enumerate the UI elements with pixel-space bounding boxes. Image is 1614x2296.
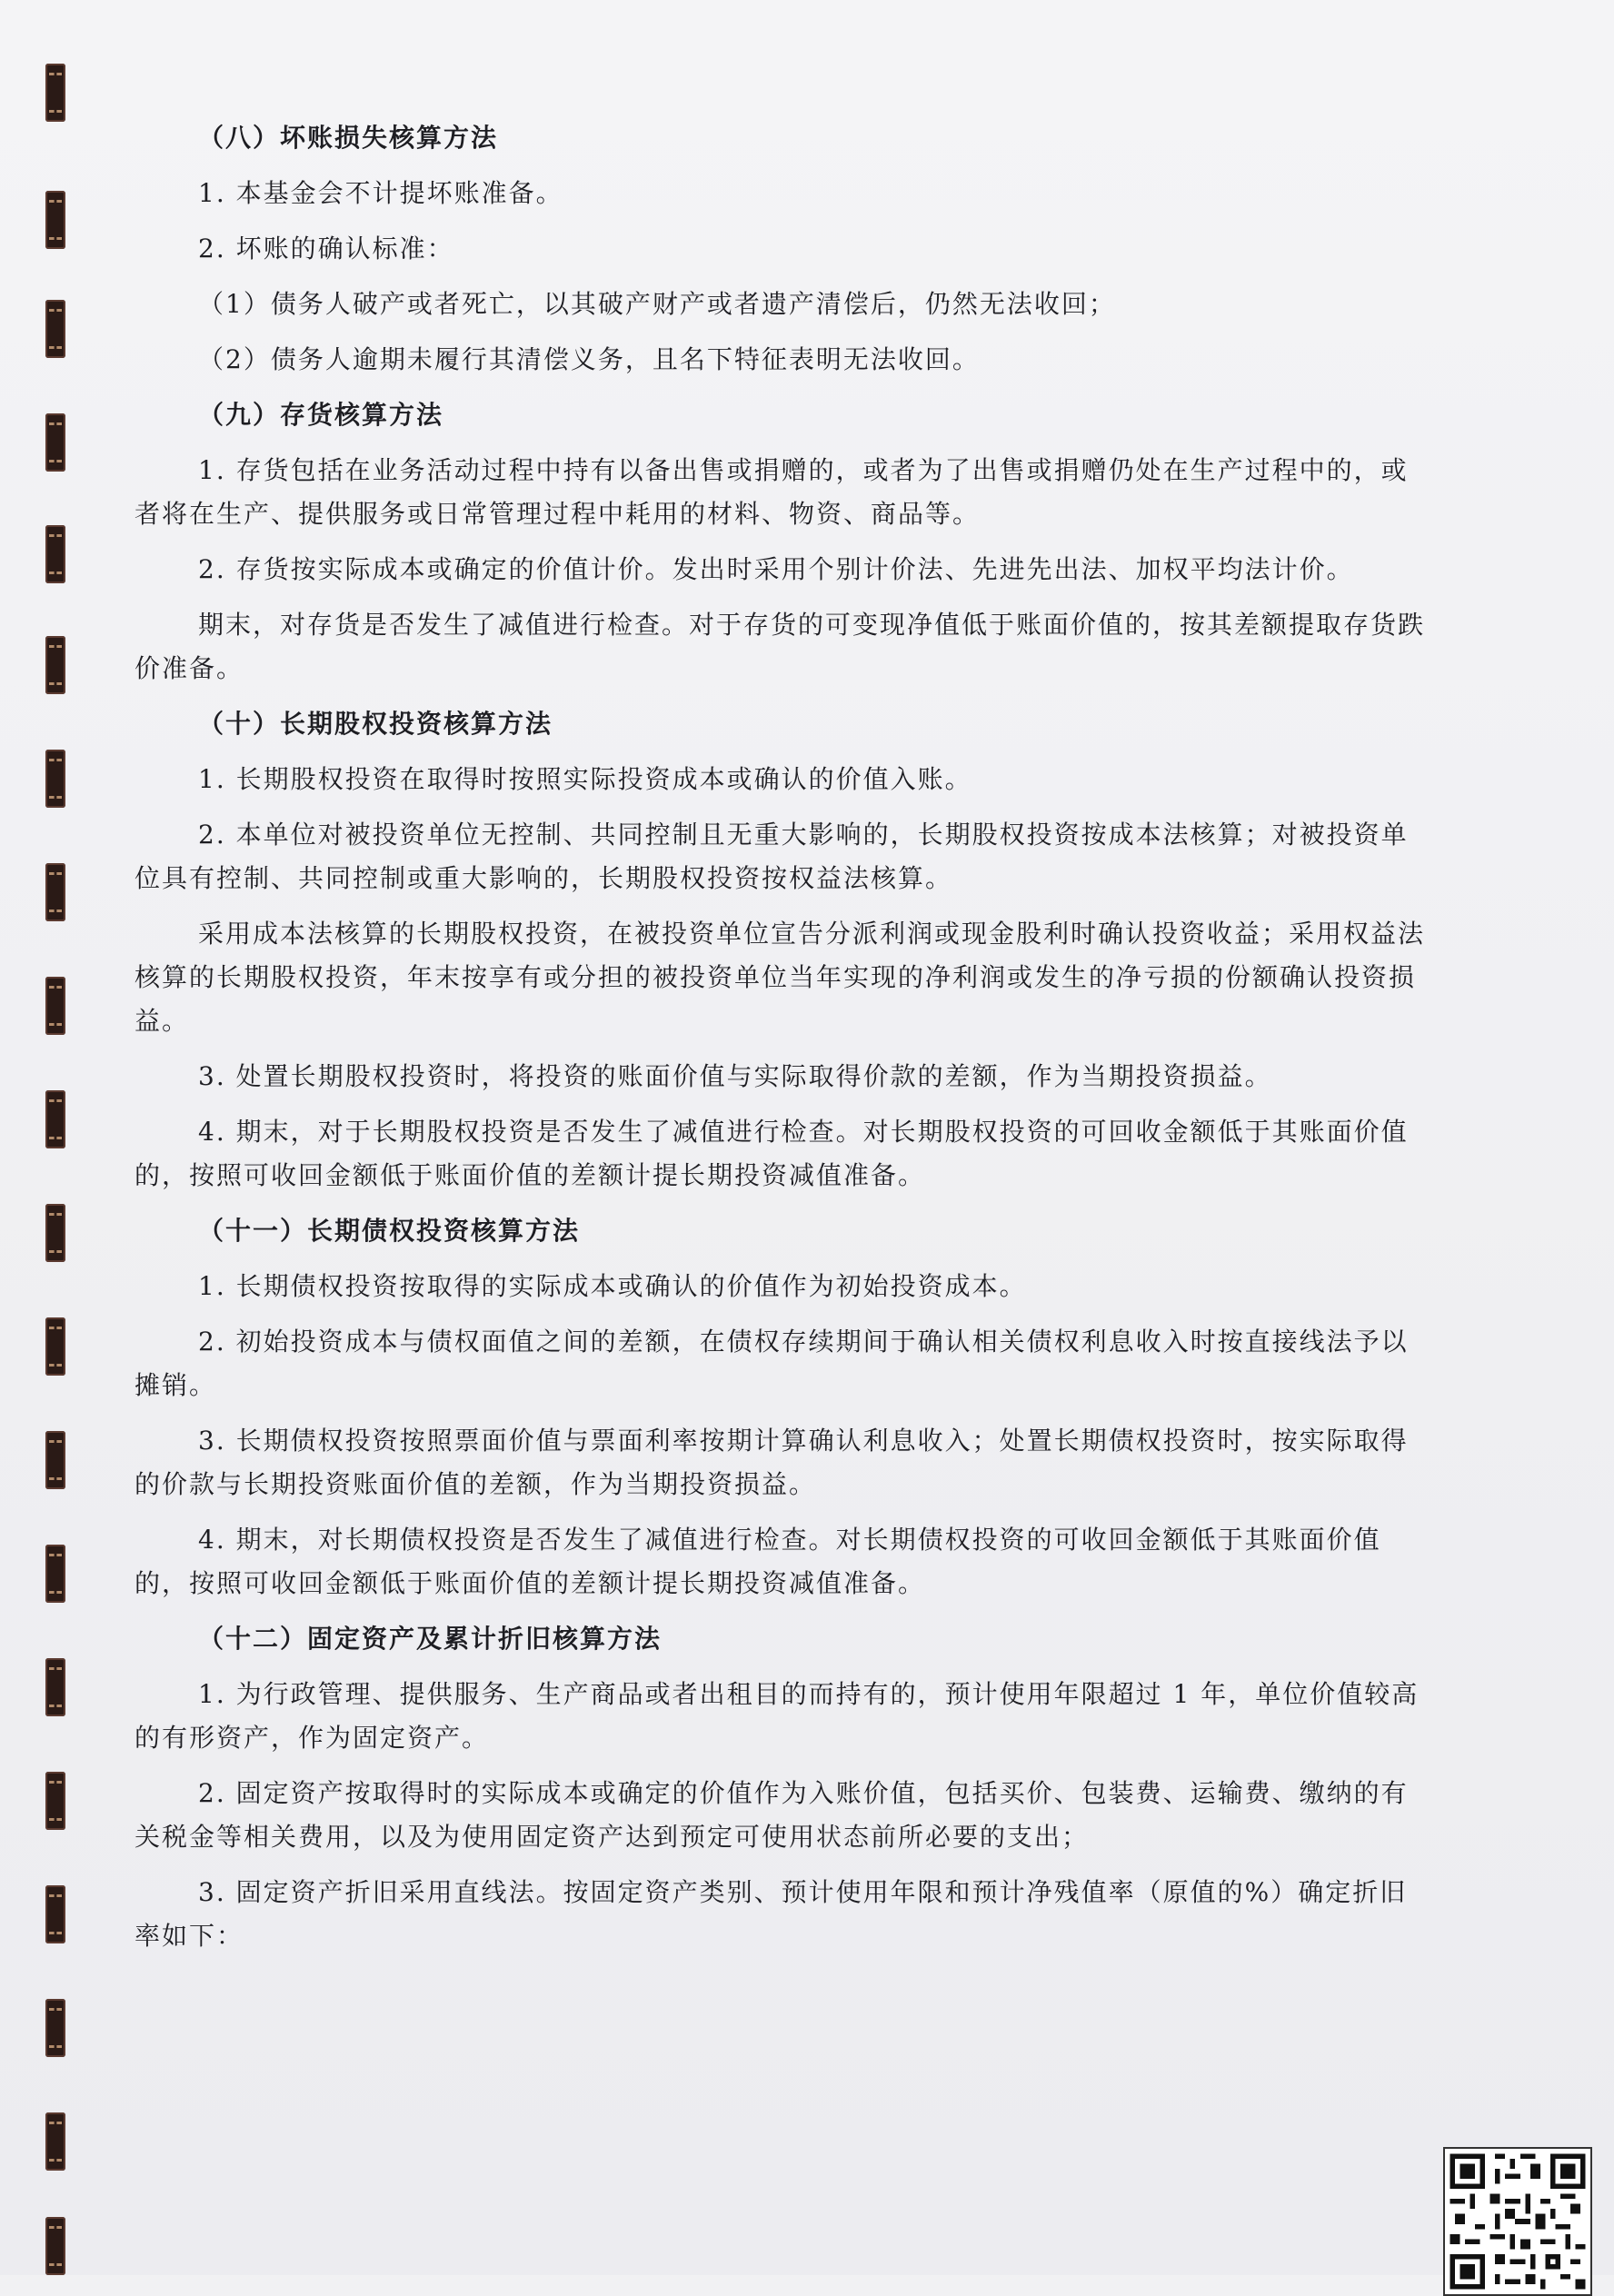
paragraph: 1. 本基金会不计提坏账准备。 <box>198 178 563 208</box>
section-heading: （八）坏账损失核算方法 <box>198 123 499 153</box>
paragraph: 采用成本法核算的长期股权投资，在被投资单位宣告分派利润或现金股利时确认投资收益；采用权益法核算的长期股权投资，年末按享有或分担的被投资单位当年实现的净利润或发生的净亏损的份额确认投资损益。 <box>134 919 1426 1036</box>
paragraph: 4. 期末，对于长期股权投资是否发生了减值进行检查。对长期股权投资的可回收金额低于其账面价值的，按照可收回金额低于账面价值的差额计提长期投资减值准备。 <box>134 1117 1409 1190</box>
binding-hole <box>45 977 65 1035</box>
section-heading: （十一）长期债权投资核算方法 <box>198 1216 581 1246</box>
qr-code <box>1443 2147 1592 2296</box>
binding-hole <box>45 1772 65 1830</box>
section-heading: （九）存货核算方法 <box>198 400 444 430</box>
binding-hole <box>45 2112 65 2171</box>
binding-hole <box>45 2217 65 2275</box>
section-heading: （十二）固定资产及累计折旧核算方法 <box>198 1624 663 1654</box>
binding-hole <box>45 750 65 808</box>
document-body <box>134 116 1434 1970</box>
section-heading: （十）长期股权投资核算方法 <box>198 709 553 739</box>
binding-hole <box>45 636 65 694</box>
binding-hole <box>45 1204 65 1262</box>
paragraph: 1. 为行政管理、提供服务、生产商品或者出租目的而持有的，预计使用年限超过 1 年，单位价值较高的有形资产，作为固定资产。 <box>134 1679 1420 1753</box>
paragraph: 3. 处置长期股权投资时，将投资的账面价值与实际取得价款的差额，作为当期投资损益。 <box>198 1061 1272 1091</box>
paragraph: 1. 存货包括在业务活动过程中持有以备出售或捐赠的，或者为了出售或捐赠仍处在生产过程中的，或者将在生产、提供服务或日常管理过程中耗用的材料、物资、商品等。 <box>134 455 1409 529</box>
paragraph: 2. 坏账的确认标准： <box>198 234 454 263</box>
binding-holes <box>45 0 67 2275</box>
paragraph: （2）债务人逾期未履行其清偿义务，且名下特征表明无法收回。 <box>198 344 980 374</box>
binding-hole <box>45 1999 65 2057</box>
paragraph: 期末，对存货是否发生了减值进行检查。对于存货的可变现净值低于账面价值的，按其差额提取存货跌价准备。 <box>134 610 1426 683</box>
binding-hole <box>45 64 65 122</box>
binding-hole <box>45 525 65 583</box>
qr-code-icon <box>1445 2149 1590 2294</box>
paragraph: 3. 长期债权投资按照票面价值与票面利率按期计算确认利息收入；处置长期债权投资时，按实际取得的价款与长期投资账面价值的差额，作为当期投资损益。 <box>134 1426 1409 1499</box>
binding-hole <box>45 1431 65 1489</box>
binding-hole <box>45 1885 65 1943</box>
paragraph: 1. 长期债权投资按取得的实际成本或确认的价值作为初始投资成本。 <box>198 1271 1027 1301</box>
paragraph: 2. 本单位对被投资单位无控制、共同控制且无重大影响的，长期股权投资按成本法核算；对被投资单位具有控制、共同控制或重大影响的，长期股权投资按权益法核算。 <box>134 820 1409 893</box>
binding-hole <box>45 300 65 358</box>
binding-hole <box>45 863 65 921</box>
paragraph: 2. 存货按实际成本或确定的价值计价。发出时采用个别计价法、先进先出法、加权平均法计价。 <box>198 554 1354 584</box>
paragraph: 2. 固定资产按取得时的实际成本或确定的价值作为入账价值，包括买价、包装费、运输费、缴纳的有关税金等相关费用，以及为使用固定资产达到预定可使用状态前所必要的支出； <box>134 1778 1409 1852</box>
paragraph: 4. 期末，对长期债权投资是否发生了减值进行检查。对长期债权投资的可收回金额低于其账面价值的，按照可收回金额低于账面价值的差额计提长期投资减值准备。 <box>134 1525 1381 1598</box>
binding-hole <box>45 1545 65 1603</box>
binding-hole <box>45 1090 65 1148</box>
paragraph: 2. 初始投资成本与债权面值之间的差额，在债权存续期间于确认相关债权利息收入时按直接线法予以摊销。 <box>134 1327 1409 1400</box>
paragraph: 1. 长期股权投资在取得时按照实际投资成本或确认的价值入账。 <box>198 764 972 794</box>
paragraph: 3. 固定资产折旧采用直线法。按固定资产类别、预计使用年限和预计净残值率（原值的%）确定折旧率如下： <box>134 1877 1408 1951</box>
binding-hole <box>45 191 65 249</box>
binding-hole <box>45 1658 65 1716</box>
binding-hole <box>45 413 65 472</box>
binding-hole <box>45 1317 65 1376</box>
paragraph: （1）债务人破产或者死亡，以其破产财产或者遗产清偿后，仍然无法收回； <box>198 289 1116 319</box>
